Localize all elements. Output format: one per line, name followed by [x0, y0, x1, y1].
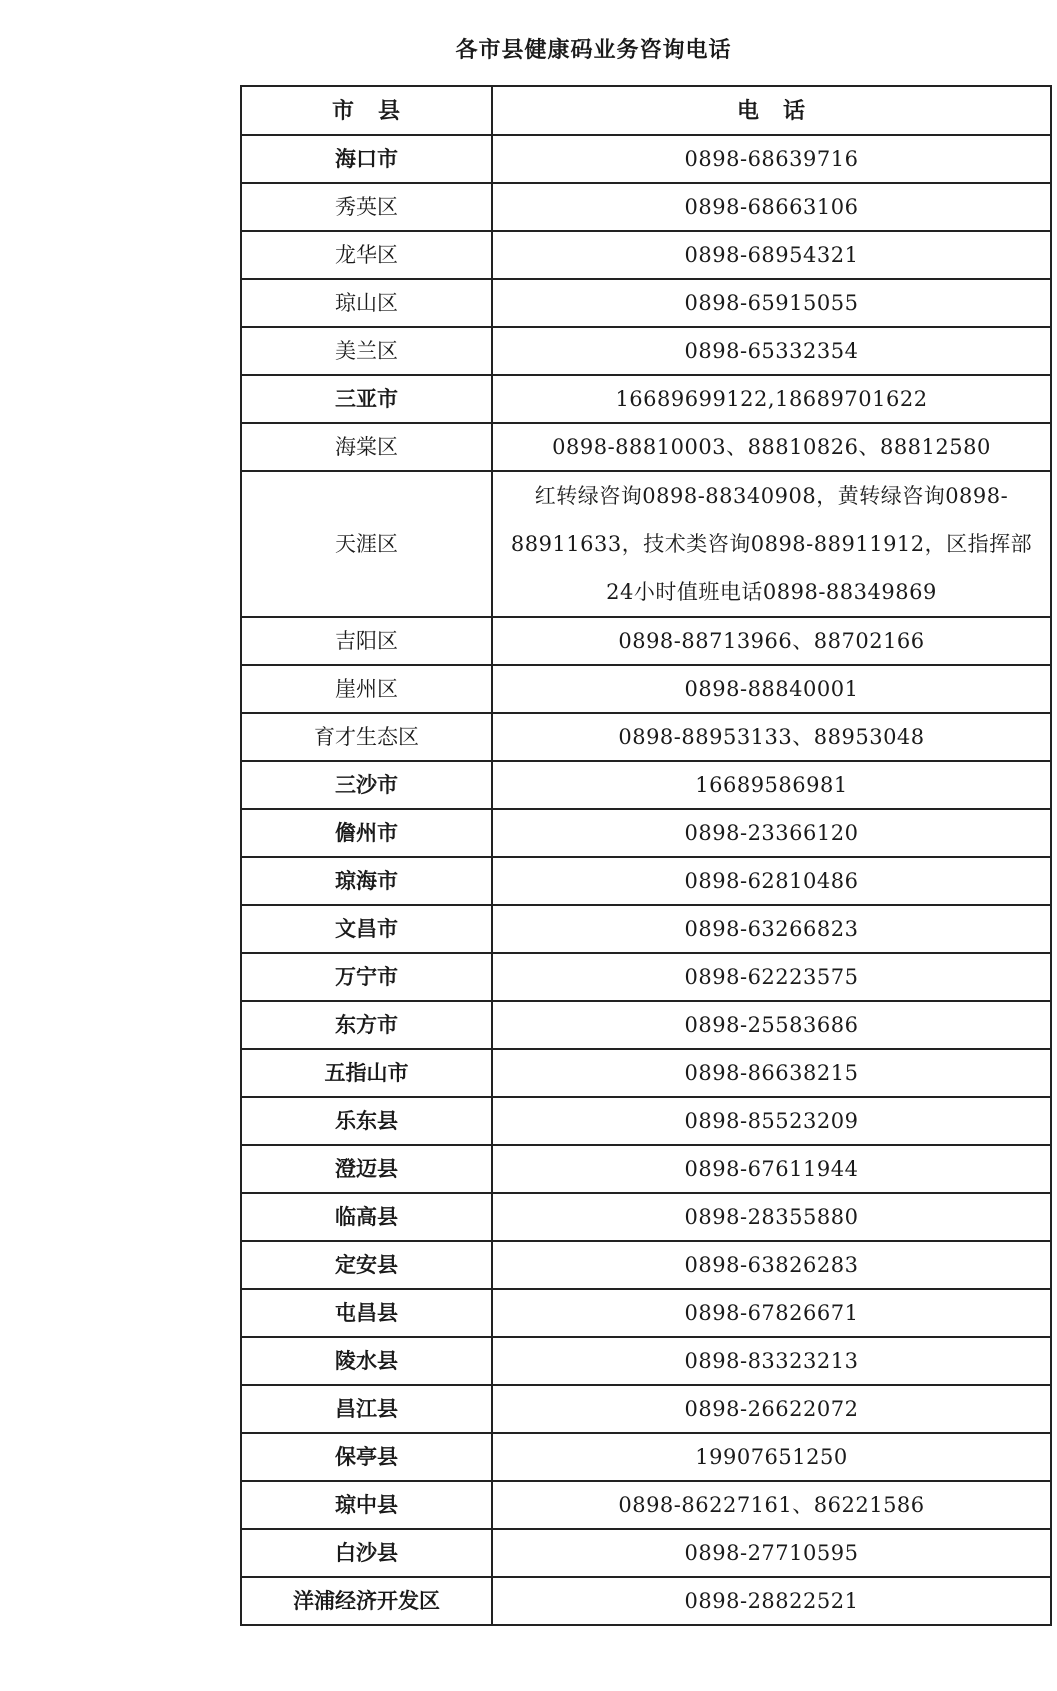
- phone-number-cell: 0898-88840001: [492, 665, 1051, 713]
- table-row: [241, 1577, 1051, 1625]
- phone-number-cell: 19907651250: [492, 1433, 1051, 1481]
- phone-number-cell: 0898-27710595: [492, 1529, 1051, 1577]
- table-row: [241, 1097, 1051, 1145]
- phone-number-cell: 0898-62223575: [492, 953, 1051, 1001]
- phone-number-cell: 0898-65332354: [492, 327, 1051, 375]
- area-name-cell: 琼山区: [241, 279, 492, 327]
- table-row: [241, 327, 1051, 375]
- area-name-cell: 临高县: [241, 1193, 492, 1241]
- table-body: [241, 135, 1051, 1625]
- phone-number-cell: 0898-68954321: [492, 231, 1051, 279]
- table-row: [241, 471, 1051, 617]
- area-name-cell: 吉阳区: [241, 617, 492, 665]
- phone-number-cell: 红转绿咨询0898-88340908，黄转绿咨询0898-88911633，技术类咨询0898-88911912，区指挥部24小时值班电话0898-88349869: [492, 471, 1051, 617]
- phone-number-cell: 0898-68639716: [492, 135, 1051, 183]
- table-row: [241, 1433, 1051, 1481]
- table-row: [241, 1145, 1051, 1193]
- table-header-row: [241, 86, 1051, 135]
- area-name-cell: 育才生态区: [241, 713, 492, 761]
- phone-number-cell: 0898-86638215: [492, 1049, 1051, 1097]
- table-row: [241, 423, 1051, 471]
- table-row: [241, 617, 1051, 665]
- table-row: [241, 183, 1051, 231]
- table-row: [241, 279, 1051, 327]
- phone-number-cell: 16689586981: [492, 761, 1051, 809]
- table-row: [241, 857, 1051, 905]
- area-name-cell: 定安县: [241, 1241, 492, 1289]
- area-name-cell: 屯昌县: [241, 1289, 492, 1337]
- area-name-cell: 崖州区: [241, 665, 492, 713]
- phone-number-cell: 0898-85523209: [492, 1097, 1051, 1145]
- phone-number-cell: 16689699122,18689701622: [492, 375, 1051, 423]
- table-row: [241, 1049, 1051, 1097]
- phone-number-cell: 0898-67611944: [492, 1145, 1051, 1193]
- table-row: [241, 761, 1051, 809]
- area-name-cell: 昌江县: [241, 1385, 492, 1433]
- table-row: [241, 1337, 1051, 1385]
- page-title: 各市县健康码业务咨询电话: [455, 37, 732, 63]
- phone-number-cell: 0898-88713966、88702166: [492, 617, 1051, 665]
- phone-number-cell: 0898-65915055: [492, 279, 1051, 327]
- table-row: [241, 135, 1051, 183]
- area-name-cell: 五指山市: [241, 1049, 492, 1097]
- table-row: [241, 905, 1051, 953]
- table-row: [241, 1193, 1051, 1241]
- phone-number-cell: 0898-68663106: [492, 183, 1051, 231]
- phone-number-cell: 0898-63266823: [492, 905, 1051, 953]
- area-name-cell: 琼海市: [241, 857, 492, 905]
- phone-number-cell: 0898-28355880: [492, 1193, 1051, 1241]
- area-name-cell: 儋州市: [241, 809, 492, 857]
- column-header-phone: 电 话: [492, 86, 1051, 135]
- area-name-cell: 美兰区: [241, 327, 492, 375]
- phone-number-cell: 0898-83323213: [492, 1337, 1051, 1385]
- table-row: [241, 1529, 1051, 1577]
- phone-number-cell: 0898-28822521: [492, 1577, 1051, 1625]
- area-name-cell: 海口市: [241, 135, 492, 183]
- area-name-cell: 白沙县: [241, 1529, 492, 1577]
- area-name-cell: 澄迈县: [241, 1145, 492, 1193]
- area-name-cell: 天涯区: [241, 471, 492, 617]
- area-name-cell: 东方市: [241, 1001, 492, 1049]
- area-name-cell: 龙华区: [241, 231, 492, 279]
- area-name-cell: 文昌市: [241, 905, 492, 953]
- phone-number-cell: 0898-88953133、88953048: [492, 713, 1051, 761]
- area-name-cell: 海棠区: [241, 423, 492, 471]
- table-row: [241, 713, 1051, 761]
- area-name-cell: 万宁市: [241, 953, 492, 1001]
- area-name-cell: 三沙市: [241, 761, 492, 809]
- table-row: [241, 1385, 1051, 1433]
- area-name-cell: 保亭县: [241, 1433, 492, 1481]
- area-name-cell: 三亚市: [241, 375, 492, 423]
- area-name-cell: 乐东县: [241, 1097, 492, 1145]
- contact-table: [240, 85, 1052, 1626]
- area-name-cell: 洋浦经济开发区: [241, 1577, 492, 1625]
- column-header-area: 市 县: [241, 86, 492, 135]
- table-row: [241, 375, 1051, 423]
- table-row: [241, 231, 1051, 279]
- phone-number-cell: 0898-23366120: [492, 809, 1051, 857]
- table-row: [241, 1481, 1051, 1529]
- table-row: [241, 809, 1051, 857]
- phone-number-cell: 0898-88810003、88810826、88812580: [492, 423, 1051, 471]
- phone-number-cell: 0898-26622072: [492, 1385, 1051, 1433]
- table-row: [241, 953, 1051, 1001]
- table-row: [241, 1241, 1051, 1289]
- table-row: [241, 665, 1051, 713]
- phone-number-cell: 0898-25583686: [492, 1001, 1051, 1049]
- area-name-cell: 琼中县: [241, 1481, 492, 1529]
- table-row: [241, 1001, 1051, 1049]
- area-name-cell: 陵水县: [241, 1337, 492, 1385]
- phone-number-cell: 0898-67826671: [492, 1289, 1051, 1337]
- area-name-cell: 秀英区: [241, 183, 492, 231]
- phone-number-cell: 0898-62810486: [492, 857, 1051, 905]
- phone-number-cell: 0898-63826283: [492, 1241, 1051, 1289]
- phone-number-cell: 0898-86227161、86221586: [492, 1481, 1051, 1529]
- table-row: [241, 1289, 1051, 1337]
